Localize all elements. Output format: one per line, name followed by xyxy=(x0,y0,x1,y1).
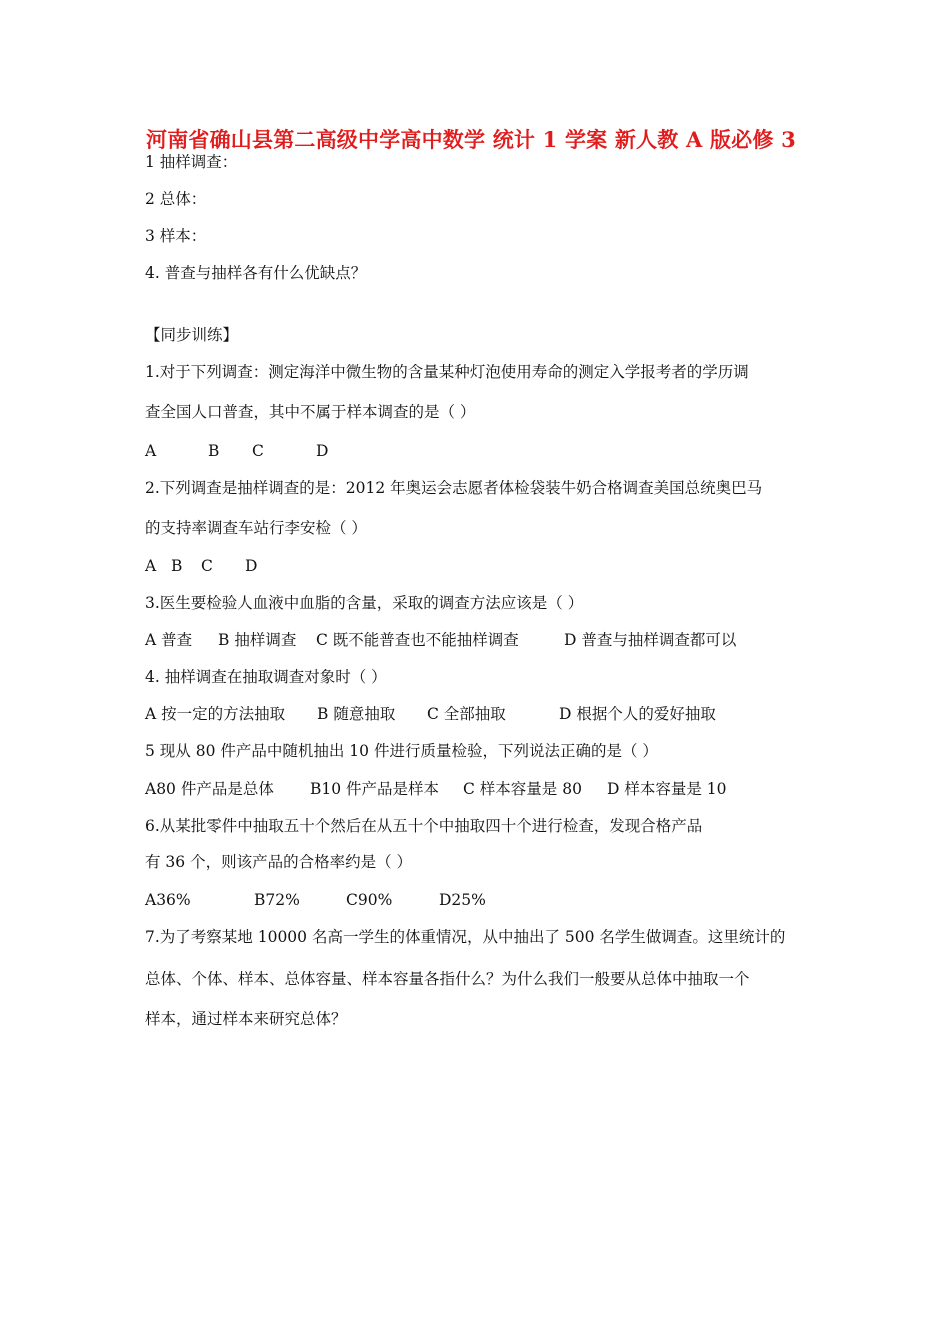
exercise-5-options xyxy=(145,779,727,799)
option-c: C xyxy=(201,557,213,575)
exercise-7-line-1: 7.为了考察某地 10000 名高一学生的体重情况，从中抽出了 500 名学生做调查。这里统计的 xyxy=(145,928,786,946)
exercise-7-line-3: 样本，通过样本来研究总体？ xyxy=(145,1010,347,1028)
intro-q3: 3 样本： xyxy=(145,227,207,245)
exercise-4-line-1: 4. 抽样调查在抽取调查对象时（ ） xyxy=(145,668,387,686)
option-c: C 样本容量是 80 xyxy=(463,780,582,798)
option-d: D 根据个人的爱好抽取 xyxy=(559,705,716,723)
option-d: D25% xyxy=(439,891,486,909)
option-c: C90% xyxy=(346,891,393,909)
exercise-5-line-1: 5 现从 80 件产品中随机抽出 10 件进行质量检验，下列说法正确的是（ ） xyxy=(145,742,658,760)
section-heading: 【同步训练】 xyxy=(145,326,239,344)
option-a: A 普查 xyxy=(145,631,193,649)
exercise-6-line-2: 有 36 个，则该产品的合格率约是（ ） xyxy=(145,853,413,871)
option-b: B 抽样调查 xyxy=(218,631,297,649)
option-d: D 样本容量是 10 xyxy=(607,780,727,798)
exercise-1-line-1: 1.对于下列调查：测定海洋中微生物的含量某种灯泡使用寿命的测定入学报考者的学历调 xyxy=(145,363,749,381)
option-d: D xyxy=(316,442,329,460)
option-c: C 全部抽取 xyxy=(427,705,506,723)
exercise-7-line-2: 总体、个体、样本、总体容量、样本容量各指什么？为什么我们一般要从总体中抽取一个 xyxy=(145,970,750,988)
exercise-1-options xyxy=(145,441,328,461)
intro-q1: 1 抽样调查： xyxy=(145,153,238,171)
exercise-6-line-1: 6.从某批零件中抽取五十个然后在从五十个中抽取四十个进行检查，发现合格产品 xyxy=(145,817,703,835)
exercise-6-options xyxy=(145,890,486,910)
page-title: 河南省确山县第二高级中学高中数学 统计 1 学案 新人教 A 版必修 3 xyxy=(146,127,796,152)
option-a: A80 件产品是总体 xyxy=(145,780,274,798)
exercise-3-line-1: 3.医生要检验人血液中血脂的含量，采取的调查方法应该是（ ） xyxy=(145,594,584,612)
option-c: C xyxy=(252,442,264,460)
option-a: A36% xyxy=(145,891,191,909)
option-c: C 既不能普查也不能抽样调查 xyxy=(316,631,519,649)
exercise-4-options xyxy=(145,704,716,724)
exercise-2-line-1: 2.下列调查是抽样调查的是：2012 年奥运会志愿者体检袋装牛奶合格调查美国总统奥巴马 xyxy=(145,479,763,497)
intro-q4: 4. 普查与抽样各有什么优缺点？ xyxy=(145,264,367,282)
option-b: B xyxy=(208,442,220,460)
exercise-1-line-2: 查全国人口普查，其中不属于样本调查的是（ ） xyxy=(145,403,476,421)
exercise-3-options xyxy=(145,630,736,650)
intro-q2: 2 总体： xyxy=(145,190,207,208)
exercise-2-options xyxy=(145,556,257,576)
option-a: A xyxy=(145,557,157,575)
option-b: B10 件产品是样本 xyxy=(310,780,440,798)
option-a: A 按一定的方法抽取 xyxy=(145,705,286,723)
option-d: D xyxy=(245,557,258,575)
exercise-2-line-2: 的支持率调查车站行李安检（ ） xyxy=(145,519,367,537)
option-a: A xyxy=(145,442,157,460)
option-d: D 普查与抽样调查都可以 xyxy=(564,631,737,649)
option-b: B 随意抽取 xyxy=(317,705,396,723)
option-b: B72% xyxy=(254,891,300,909)
option-b: B xyxy=(171,557,183,575)
